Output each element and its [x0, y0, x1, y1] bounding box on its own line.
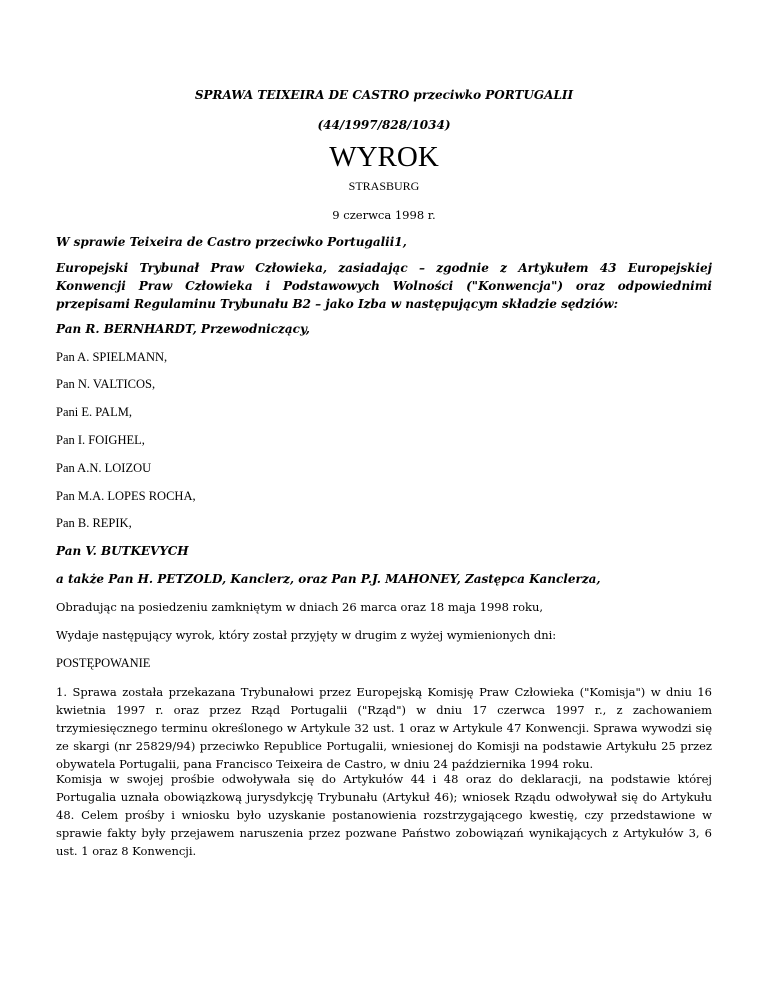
paragraph-2: Komisja w swojej prośbie odwoływała się do Artykułów 44 i 48 oraz do deklaracji, na podstawie której Portugalia uznała obowiązkową jurysdykcję Trybunału (Artykuł 46); wniosek Rządu odwoływał się do Artykułu 48. Celem prośby i wniosku było uzyskanie postanowienia rozstrzygającego kwestię, czy przedstawione w sprawie fakty były przejawem naruszenia przez pozwane Państwo zobowiązań wynikających z Artykułów 3, 6 ust. 1 oraz 8 Konwencji.	[56, 772, 712, 858]
last-judge-line: Pan V. BUTKEVYCH	[56, 544, 189, 558]
judgment-date: 9 czerwca 1998 r.	[332, 208, 436, 222]
judge-line: Pan I. FOIGHEL,	[56, 433, 145, 447]
delivery-line: Wydaje następujący wyrok, który został przyjęty w drugim z wyżej wymienionych dni:	[56, 628, 557, 642]
place-of-judgment: STRASBURG	[348, 179, 420, 193]
paragraph-1: 1. Sprawa została przekazana Trybunałowi przez Europejską Komisję Praw Człowieka ("Komisja") w dniu 16 kwietnia 1997 r. oraz przez Rząd Portugalii ("Rząd") w dniu 17 czerwca 1997 r., z zachowaniem trzymiesięcznego terminu określonego w Artykule 32 ust. 1 oraz w Artykule 47 Konwencji. Sprawa wywodzi się ze skargi (nr 25829/94) przeciwko Republice Portugalii, wniesionej do Komisji na podstawie Artykułu 25 przez obywatela Portugalii, pana Francisco Teixeira de Castro, w dniu 24 października 1994 roku.	[56, 685, 712, 771]
judge-line: Pan B. REPIK,	[56, 516, 132, 530]
court-composition: Europejski Trybunał Praw Człowieka, zasiadając – zgodnie z Artykułem 43 Europejskiej Konwencji Praw Człowieka i Podstawowych Wolności ("Konwencja") oraz odpowiednimi przepisami Regulaminu Trybunału B2 – jako Izba w następującym składzie sędziów:	[56, 261, 712, 311]
case-intro: W sprawie Teixeira de Castro przeciwko Portugalii1,	[56, 235, 407, 249]
president-line: Pan R. BERNHARDT, Przewodniczący,	[56, 322, 310, 336]
judge-line: Pan A. SPIELMANN,	[56, 350, 168, 364]
judgment-label: WYROK	[329, 141, 439, 173]
registrars-line: a także Pan H. PETZOLD, Kanclerz, oraz Pan P.J. MAHONEY, Zastępca Kanclerza,	[56, 572, 601, 586]
judge-line: Pan M.A. LOPES ROCHA,	[56, 489, 196, 503]
case-title: SPRAWA TEIXEIRA DE CASTRO przeciwko PORTUGALII	[194, 88, 574, 102]
deliberation-line: Obradując na posiedzeniu zamkniętym w dniach 26 marca oraz 18 maja 1998 roku,	[56, 600, 544, 614]
judge-line: Pan N. VALTICOS,	[56, 377, 156, 391]
case-number: (44/1997/828/1034)	[317, 118, 451, 132]
section-heading: POSTĘPOWANIE	[56, 656, 151, 670]
judge-line: Pan A.N. LOIZOU	[56, 461, 152, 475]
judge-line: Pani E. PALM,	[56, 405, 132, 419]
